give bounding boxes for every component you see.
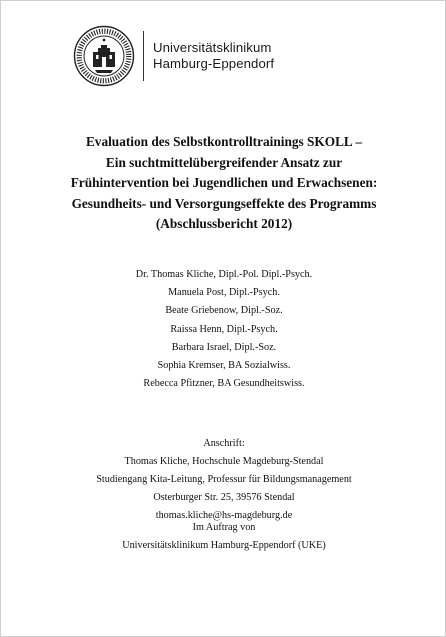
address-line: Thomas Kliche, Hochschule Magdeburg-Stendal	[124, 456, 324, 467]
title-line: Evaluation des Selbstkontrolltrainings SKOLL –	[85, 134, 363, 149]
address-label: Anschrift:	[203, 438, 245, 449]
author-entry: Raissa Henn, Dipl.-Psych.	[170, 323, 278, 335]
logo-divider	[143, 31, 144, 81]
author-entry: Dr. Thomas Kliche, Dipl.-Pol. Dipl.-Psych.	[135, 269, 313, 280]
commission-client: Universitätsklinikum Hamburg-Eppendorf (UKE)	[122, 540, 326, 551]
author-entry: Barbara Israel, Dipl.-Soz.	[171, 341, 277, 353]
address-block	[1, 435, 446, 525]
commission-label: Im Auftrag von	[192, 522, 256, 533]
commission-block	[1, 519, 446, 555]
address-line: Studiengang Kita-Leitung, Professur für Bildungsmanagement	[96, 474, 352, 485]
author-entry: Manuela Post, Dipl.-Psych.	[168, 287, 280, 299]
author-entry: Sophia Kremser, BA Sozialwiss.	[157, 360, 291, 372]
address-line: Osterburger Str. 25, 39576 Stendal	[153, 492, 295, 503]
university-seal-icon	[73, 25, 135, 87]
document-title	[1, 132, 446, 235]
author-entry: Beate Griebenow, Dipl.-Soz.	[165, 305, 283, 317]
title-line: Gesundheits- und Versorgungseffekte des Programms	[71, 195, 377, 211]
title-line: (Abschlussbericht 2012)	[155, 216, 293, 231]
title-line: Frühintervention bei Jugendlichen und Erwachsenen:	[70, 175, 378, 190]
institution-logo	[73, 25, 274, 87]
institution-name-line2: Hamburg-Eppendorf	[153, 56, 275, 71]
author-list	[1, 266, 446, 393]
institution-name-line1: Universitätsklinikum	[153, 40, 272, 55]
email-address: thomas.kliche@hs-magdeburg.de	[155, 510, 293, 521]
author-entry: Rebecca Pfitzner, BA Gesundheitswiss.	[143, 378, 305, 390]
title-line: Ein suchtmittelübergreifender Ansatz zur	[105, 154, 343, 170]
institution-name	[153, 40, 274, 72]
